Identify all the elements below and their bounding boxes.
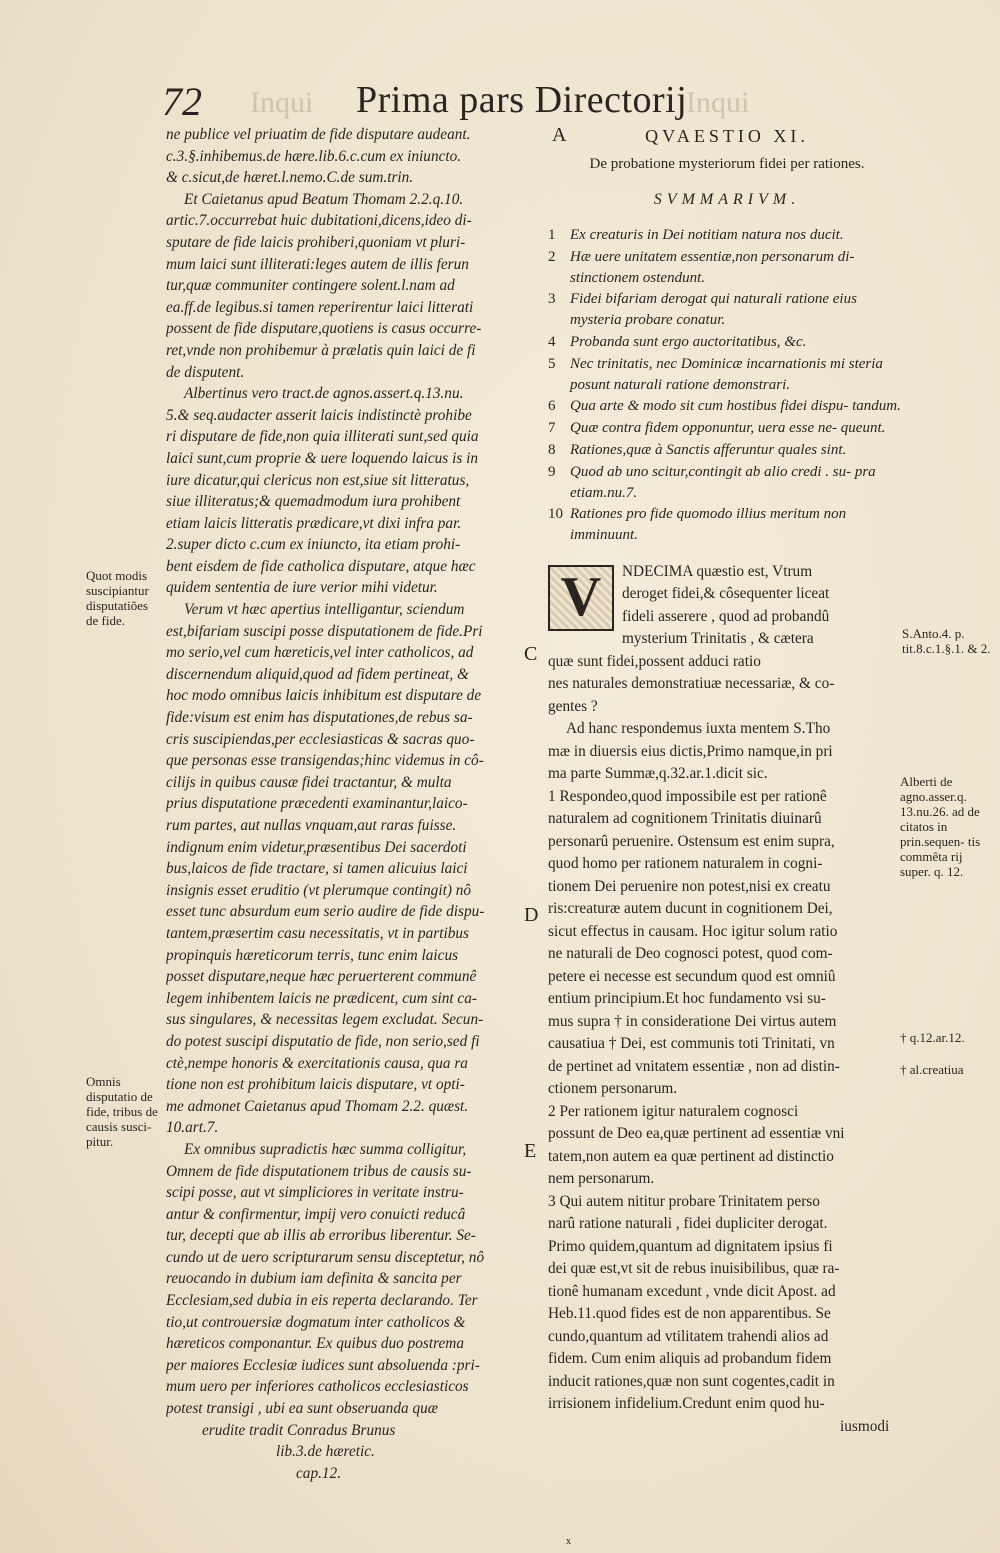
body-text-line: dei quæ est,vt sit de rebus inuisibilibus, quæ ra- xyxy=(548,1260,840,1278)
left-text-line: & c.sicut,de hæret.l.nemo.C.de sum.trin. xyxy=(166,169,414,187)
left-text-line: reuocando in dubium iam definita & sancita per xyxy=(166,1270,462,1288)
body-text-line: ris:creaturæ autem ducunt in cognitionem Dei, xyxy=(548,900,833,918)
summarium-number: 4 xyxy=(548,333,556,350)
body-text-line: tatem,non autem ea quæ pertinent ad distinctio xyxy=(548,1147,834,1165)
body-text-line: possunt de Deo ea,quæ pertinent ad essentiæ vni xyxy=(548,1125,845,1143)
footer-mark: x xyxy=(566,1536,571,1547)
question-subtitle: De probatione mysteriorum fidei per rationes. xyxy=(589,156,865,172)
left-text-line: ea.ff.de legibus.si tamen reperirentur laici litterati xyxy=(166,298,474,316)
section-letter-c: C xyxy=(524,643,538,665)
body-text-line: cundo,quantum ad vtilitatem trahendi alios ad xyxy=(548,1327,829,1345)
body-text-line: sicut effectus in causam. Hoc igitur solum ratio xyxy=(548,922,838,940)
left-text-line: siue illiteratus;& quemadmodum iura prohibent xyxy=(166,493,461,511)
left-text-line: etiam laicis litteratis prædicare,vt dixi infra par. xyxy=(166,514,462,532)
summarium-number: 6 xyxy=(548,398,556,415)
margin-note-q12: † q.12.ar.12. xyxy=(900,1030,965,1045)
summarium-label: SVMMARIVM. xyxy=(653,191,801,208)
left-text-line: tione non est prohibitum laicis disputare, vt opti- xyxy=(166,1076,465,1094)
body-text-line: iusmodi xyxy=(840,1417,890,1435)
body-text-line: personarû peruenire. Ostensum est enim supra, xyxy=(548,832,835,850)
summarium-text: Qua arte & modo sit cum hostibus fidei dispu- tandum. xyxy=(570,398,901,415)
left-text-line: possent de fide disputare,quotiens is casus occurre- xyxy=(166,320,482,338)
body-text-line: tionê humanam excedunt , vnde dicit Apost. ad xyxy=(548,1282,836,1300)
bleed-through-text-right: Inqui xyxy=(686,86,750,119)
body-text-line: narû ratione naturali , fidei dupliciter derogat. xyxy=(548,1215,828,1233)
body-text-line: irrisionem infidelium.Credunt enim quod hu- xyxy=(548,1395,825,1413)
summarium-text: Probanda sunt ergo auctoritatibus, &c. xyxy=(570,333,807,350)
left-text-line: erudite tradit Conradus Brunus xyxy=(202,1421,396,1439)
summarium-list xyxy=(548,225,906,546)
body-text-line: tionem Dei peruenire non potest,nisi ex creatu xyxy=(548,877,831,895)
left-text-line: me admonet Caietanus apud Thomam 2.2. quæst. xyxy=(166,1097,469,1115)
left-text-line: scipi posse, aut vt simpliciores in veritate instru- xyxy=(166,1184,464,1202)
left-text-line: lib.3.de hæretic. xyxy=(276,1443,375,1461)
left-text-line: cilijs in quibus causæ fidei tractantur, & multa xyxy=(166,773,452,791)
left-text-line: prius disputatione præcedenti examinantur,laico- xyxy=(166,795,468,813)
body-text-line: ctionem personarum. xyxy=(548,1080,678,1098)
left-text-line: cundo ut de uero scripturarum sensu disceptetur, nô xyxy=(166,1248,485,1266)
dropcap-v: V xyxy=(548,565,614,631)
left-text-line: mo serio,vel cum hæreticis,vel inter catholicos, ad xyxy=(166,644,474,662)
summarium-text: Quod ab uno scitur,contingit ab alio credi . su- pra etiam.nu.7. xyxy=(570,463,876,501)
left-text-line: indignum enim videtur,præsentibus Dei sacerdoti xyxy=(166,838,467,856)
left-text-line: Et Caietanus apud Beatum Thomam 2.2.q.10. xyxy=(184,190,464,208)
left-text-line: 10.art.7. xyxy=(166,1119,219,1137)
body-text-line: causatiua † Dei, est communis toti Trinitati, vn xyxy=(548,1035,835,1053)
summarium-number: 1 xyxy=(548,227,556,243)
summarium-item xyxy=(548,225,906,246)
question-title: QVAESTIO XI. xyxy=(645,126,809,146)
summarium-number: 9 xyxy=(548,463,556,480)
left-text-line: 5.& seq.audacter asserit laicis indistinctè prohibe xyxy=(166,406,472,424)
summarium-item xyxy=(548,504,906,546)
body-text-line: de pertinet ad vnitatem essentiæ , non ad distin- xyxy=(548,1057,840,1075)
left-text-line: est,bifariam suscipi posse disputationem de fide.Pri xyxy=(166,622,483,640)
body-text-line: petere ei necesse est secundum quod est omniû xyxy=(548,967,836,985)
summarium-text: Rationes pro fide quomodo illius meritum non imminuunt. xyxy=(570,506,847,544)
right-text-column xyxy=(548,124,906,1438)
body-text-line: fideli asserere , quod ad probandû xyxy=(622,607,830,625)
left-text-line: insignis esset eruditio (vt plerumque contingit) nô xyxy=(166,881,472,899)
left-text-line: artic.7.occurrebat huic dubitationi,dicens,ideo di- xyxy=(166,212,472,230)
question-body xyxy=(548,561,906,1439)
body-text-line: NDECIMA quæstio est, Vtrum xyxy=(622,562,813,580)
summarium-text: Quæ contra fidem opponuntur, uera esse ne- queunt. xyxy=(570,420,886,437)
summarium-number: 8 xyxy=(548,441,556,458)
summarium-number: 2 xyxy=(548,248,556,265)
body-text-line: gentes ? xyxy=(548,697,598,715)
body-text-line: Primo quidem,quantum ad dignitatem ipsius fi xyxy=(548,1237,833,1255)
running-head: Prima pars Directorij xyxy=(356,79,688,121)
body-text-line: mæ in diuersis eius dictis,Primo namque,in pri xyxy=(548,742,833,760)
margin-note-omnis-disputatio: Omnis disputatio de fide, tribus de causis susci- pitur. xyxy=(86,1074,158,1149)
body-text-line: 3 Qui autem nititur probare Trinitatem perso xyxy=(548,1192,820,1210)
body-text-line: ma parte Summæ,q.32.ar.1.dicit sic. xyxy=(548,765,768,783)
left-text-line: hoc modo omnibus laicis inhibitum est disputare de xyxy=(166,687,482,705)
left-text-line: potest transigi , ubi ea sunt obseruanda quæ xyxy=(166,1400,438,1418)
margin-note-creatiua: † al.creatiua xyxy=(900,1062,964,1077)
body-text-line: naturalem ad cognitionem Trinitatis diuinarû xyxy=(548,810,822,828)
left-text-line: que personas esse transigendas;hinc videmus in cô- xyxy=(166,752,484,770)
left-text-line: Albertinus vero tract.de agnos.assert.q.13.nu. xyxy=(184,385,464,403)
left-text-line: sus singulares, & necessitas legem excludat. Secun- xyxy=(166,1011,484,1029)
left-text-line: Ecclesiam,sed dubia in eis reperta declarando. Ter xyxy=(166,1292,478,1310)
left-text-line: iure dicatur,qui clericus non est,siue sit litteratus, xyxy=(166,471,470,489)
left-text-line: tur, decepti que ab illis ab erroribus liberentur. Se- xyxy=(166,1227,476,1245)
summarium-text: Nec trinitatis, nec Dominicæ incarnationis mi steria posunt naturali ratione demonstrari. xyxy=(570,355,883,393)
body-text-line: mysterium Trinitatis , & cætera xyxy=(622,630,814,648)
margin-note-s-anto: S.Anto.4. p. tit.8.c.1.§.1. & 2. xyxy=(902,626,991,656)
body-text-line: ne naturali de Deo cognosci potest, quod com- xyxy=(548,945,833,963)
left-text-line: Ex omnibus supradictis hæc summa colligitur, xyxy=(184,1140,467,1158)
left-text-line: tio,ut controuersiæ dogmatum inter catholicos & xyxy=(166,1313,466,1331)
summarium-item xyxy=(548,354,906,396)
summarium-item xyxy=(548,418,906,439)
bleed-through-text: Inqui xyxy=(250,86,314,119)
left-text-line: tantem,præsertim casu necessitatis, vt in partibus xyxy=(166,924,469,942)
left-text-line: do potest suscipi disputatio de fide, non serio,sed fi xyxy=(166,1032,480,1050)
summarium-text: Hæ uere unitatem essentiæ,non personarum di- stinctionem ostendunt. xyxy=(570,248,855,286)
summarium-item xyxy=(548,332,906,353)
body-text-line: 2 Per rationem igitur naturalem cognosci xyxy=(548,1102,799,1120)
summarium-item xyxy=(548,289,906,331)
body-text-line: inducit rationes,quæ non sunt cogentes,cadit in xyxy=(548,1372,835,1390)
left-text-line: tur,quæ communiter contingere solent.l.nam ad xyxy=(166,277,455,295)
left-text-line: Omnem de fide disputationem tribus de causis su- xyxy=(166,1162,472,1180)
body-text-line: Ad hanc respondemus iuxta mentem S.Tho xyxy=(566,720,831,738)
body-text-line: entium principium.Et hoc fundamento vsi su- xyxy=(548,990,826,1008)
left-text-line: sputare de fide laicis prohiberi,quoniam vt pluri- xyxy=(166,233,466,251)
body-text-line: nem personarum. xyxy=(548,1170,655,1188)
left-text-line: ctè,nempe honoris & exercitationis causa, qua ra xyxy=(166,1054,468,1072)
summarium-number: 3 xyxy=(548,291,556,308)
margin-note-alberti: Alberti de agno.asser.q. 13.nu.26. ad de citatos in prin.sequen- tis commêta rij super. q. 12. xyxy=(900,774,981,879)
body-text-line: quod homo per rationem naturalem in cogni- xyxy=(548,855,823,873)
left-text-line: rum partes, aut nullas vnquam,aut raras fuisse. xyxy=(166,817,457,834)
left-text-line: ri disputare de fide,non quia illiterati sunt,sed quia xyxy=(166,428,479,446)
left-text-line: laici sunt,cum proprie & uere loquendo laicus is in xyxy=(166,449,478,467)
summarium-text: Ex creaturis in Dei notitiam natura nos ducit. xyxy=(570,227,844,243)
body-text-line: nes naturales demonstratiuæ necessariæ, & co- xyxy=(548,675,835,693)
summarium-item xyxy=(548,440,906,461)
margin-note-quot-modis: Quot modis suscipiantur disputatiões de fide. xyxy=(86,568,149,628)
folio-number: 72 xyxy=(162,79,202,124)
left-text-line: propinquis hæreticorum terris, tunc enim laicus xyxy=(166,946,459,964)
body-text-line: 1 Respondeo,quod impossibile est per rationê xyxy=(548,787,827,805)
summarium-item xyxy=(548,462,906,504)
left-text-line: 2.super dicto c.cum ex iniuncto, ita etiam prohi- xyxy=(166,536,461,554)
summarium-number: 10 xyxy=(548,506,563,523)
left-text-line: posset disputare,neque hæc peruerterent communê xyxy=(166,968,477,986)
summarium-number: 7 xyxy=(548,420,556,437)
body-text-line: quæ sunt fidei,possent adduci ratio xyxy=(548,652,761,670)
left-text-line: mum uero per inferiores catholicos ecclesiasticos xyxy=(166,1378,469,1396)
section-letter-e: E xyxy=(524,1140,537,1162)
left-text-column xyxy=(166,124,544,1484)
summarium-item xyxy=(548,247,906,289)
left-text-line: Verum vt hæc apertius intelligantur, sciendum xyxy=(184,601,465,619)
body-text-line: fidem. Cum enim aliquis ad probandum fidem xyxy=(548,1350,832,1368)
left-text-line: c.3.§.inhibemus.de hære.lib.6.c.cum ex iniuncto. xyxy=(166,147,462,165)
summarium-number: 5 xyxy=(548,355,556,372)
body-text-line: Heb.11.quod fides est de non apparentibus. Se xyxy=(548,1305,831,1323)
section-letter-d: D xyxy=(524,904,539,926)
left-text-line: legem inhibentem laicis ne prædicent, cum sint ca- xyxy=(166,989,477,1007)
summarium-text: Fidei bifariam derogat qui naturali ratione eius mysteria probare conatur. xyxy=(570,291,857,329)
section-letter-a: A xyxy=(552,124,567,146)
left-text-line: per maiores Ecclesiæ iudices sunt absoluenda :pri- xyxy=(166,1356,480,1374)
left-text-line: ret,vnde non prohibemur à prælatis quin laici de fi xyxy=(166,341,476,359)
left-text-line: esset tunc absurdum eum serio audire de fide dispu- xyxy=(166,903,485,921)
left-text-line: cris suscipiendas,per ecclesiasticas & sacras quo- xyxy=(166,730,475,748)
left-text-line: ne publice vel priuatim de fide disputare audeant. xyxy=(166,126,471,143)
left-text-line: bent eisdem de fide catholica disputare, atque hæc xyxy=(166,557,476,575)
left-text-line: antur & confirmentur, impij vero conuicti reducâ xyxy=(166,1205,466,1223)
left-text-line: discernendum aliquid,quod ad fidem pertineat, & xyxy=(166,665,469,683)
summarium-item xyxy=(548,396,906,417)
left-text-line: fide:visum est enim has disputationes,de rebus sa- xyxy=(166,709,473,727)
left-text-line: de disputent. xyxy=(166,363,245,381)
left-text-line: cap.12. xyxy=(296,1464,342,1482)
left-text-line: hæreticos componantur. Ex quibus duo postrema xyxy=(166,1335,464,1353)
body-text-line: deroget fidei,& côsequenter liceat xyxy=(622,585,830,603)
left-text-line: bus,laicos de fide tractare, si tamen alicuius laici xyxy=(166,860,468,878)
left-text-line: quidem sententia de iure verior mihi videtur. xyxy=(166,579,438,597)
body-text-line: mus supra † in consideratione Dei virtus autem xyxy=(548,1012,837,1030)
summarium-text: Rationes,quæ à Sanctis afferuntur quales sint. xyxy=(570,441,847,458)
left-text-line: mum laici sunt illiterati:leges autem de illis ferun xyxy=(166,255,469,273)
